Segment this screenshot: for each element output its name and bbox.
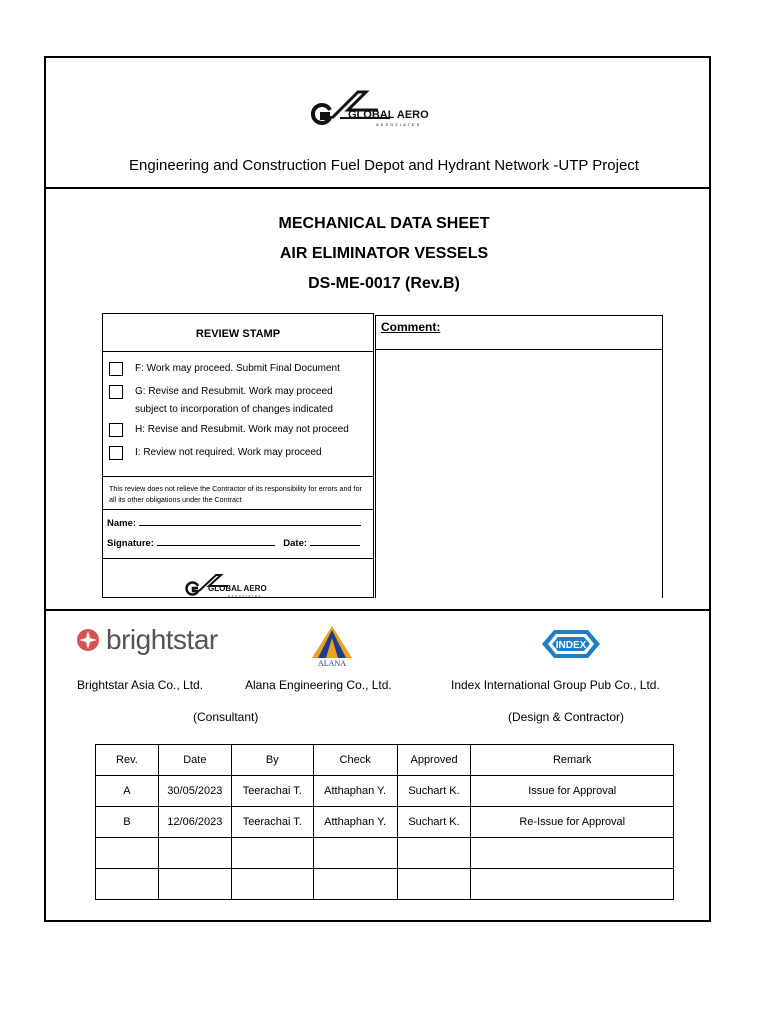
header-cell: Approved — [397, 745, 471, 776]
table-cell: 30/05/2023 — [158, 776, 231, 807]
comment-box — [375, 315, 663, 598]
table-cell — [313, 838, 397, 869]
option-label: F: Work may proceed. Submit Final Document — [135, 363, 340, 374]
table-cell — [397, 869, 471, 900]
header-cell: Date — [158, 745, 231, 776]
table-cell — [96, 838, 159, 869]
checkbox[interactable] — [109, 362, 123, 376]
table-cell: Atthaphan Y. — [313, 776, 397, 807]
global-aero-stamp-logo — [178, 572, 298, 598]
table-cell: Re-Issue for Approval — [471, 807, 674, 838]
table-row — [96, 776, 674, 807]
contractor-role: (Design & Contractor) — [508, 710, 625, 724]
table-cell — [313, 869, 397, 900]
brightstar-icon — [76, 628, 100, 652]
checkbox[interactable] — [109, 446, 123, 460]
name-line — [107, 517, 361, 529]
signature-field[interactable] — [157, 537, 275, 546]
table-cell: Issue for Approval — [471, 776, 674, 807]
table-cell — [158, 869, 231, 900]
company-alana: Alana Engineering Co., Ltd. — [245, 678, 392, 692]
revision-table — [95, 744, 674, 900]
global-aero-logo — [300, 88, 470, 128]
table-cell — [231, 869, 313, 900]
table-cell: Suchart K. — [397, 807, 471, 838]
stamp-divider — [103, 509, 373, 510]
table-row — [96, 838, 674, 869]
company-index: Index International Group Pub Co., Ltd. — [451, 678, 660, 692]
header-divider — [44, 187, 711, 189]
table-cell — [96, 869, 159, 900]
date-label: Date: — [283, 538, 308, 549]
logo-text: GLOBAL AERO — [348, 109, 429, 121]
alana-wordmark: ALANA — [318, 659, 346, 668]
review-disclaimer: This review does not relieve the Contractor of its responsibility for errors and for all its other obligations under the Contract — [109, 484, 362, 504]
header-cell: By — [231, 745, 313, 776]
option-label: H: Revise and Resubmit. Work may not proceed — [135, 424, 349, 435]
table-cell: Teerachai T. — [231, 807, 313, 838]
review-stamp — [102, 313, 374, 598]
project-title: Engineering and Construction Fuel Depot and Hydrant Network -UTP Project — [129, 157, 639, 174]
name-field[interactable] — [139, 517, 361, 526]
table-cell: 12/06/2023 — [158, 807, 231, 838]
alana-logo — [304, 624, 360, 668]
company-brightstar: Brightstar Asia Co., Ltd. — [77, 678, 204, 692]
table-header-row — [96, 745, 674, 776]
index-wordmark: INDEX — [555, 640, 587, 651]
table-cell — [471, 869, 674, 900]
table-cell — [397, 838, 471, 869]
name-label: Name: — [107, 518, 137, 529]
option-label: I: Review not required. Work may proceed — [135, 447, 322, 458]
comment-label: Comment: — [381, 320, 441, 334]
table-row — [96, 807, 674, 838]
header-cell: Check — [313, 745, 397, 776]
consultant-role: (Consultant) — [193, 710, 259, 724]
table-cell: Suchart K. — [397, 776, 471, 807]
table-row — [96, 869, 674, 900]
table-cell — [471, 838, 674, 869]
comment-divider — [376, 349, 662, 350]
table-cell: Atthaphan Y. — [313, 807, 397, 838]
stamp-divider — [103, 558, 373, 559]
option-label: G: Revise and Resubmit. Work may proceed — [135, 386, 333, 397]
stamp-logo-text: GLOBAL AERO — [208, 584, 267, 593]
table-cell — [158, 838, 231, 869]
table-cell — [231, 838, 313, 869]
option-label-continued: subject to incorporation of changes indicated — [135, 404, 333, 415]
table-cell: A — [96, 776, 159, 807]
index-logo — [538, 626, 604, 662]
header-cell: Remark — [471, 745, 674, 776]
logo-subtext: ASSOCIATES — [376, 122, 422, 127]
signature-line — [107, 537, 360, 549]
sheet-subtitle: AIR ELIMINATOR VESSELS — [279, 245, 489, 262]
checkbox[interactable] — [109, 423, 123, 437]
date-field[interactable] — [310, 537, 360, 546]
stamp-divider — [103, 476, 373, 477]
sheet-title: MECHANICAL DATA SHEET — [278, 215, 490, 232]
header-cell: Rev. — [96, 745, 159, 776]
stamp-logo-subtext: ASSOCIATES — [228, 594, 262, 598]
document-number: DS-ME-0017 (Rev.B) — [308, 275, 460, 292]
table-cell: Teerachai T. — [231, 776, 313, 807]
review-stamp-heading: REVIEW STAMP — [103, 314, 373, 352]
checkbox[interactable] — [109, 385, 123, 399]
table-cell: B — [96, 807, 159, 838]
companies-divider — [44, 609, 711, 611]
brightstar-wordmark: brightstar — [106, 624, 218, 655]
signature-label: Signature: — [107, 538, 154, 549]
